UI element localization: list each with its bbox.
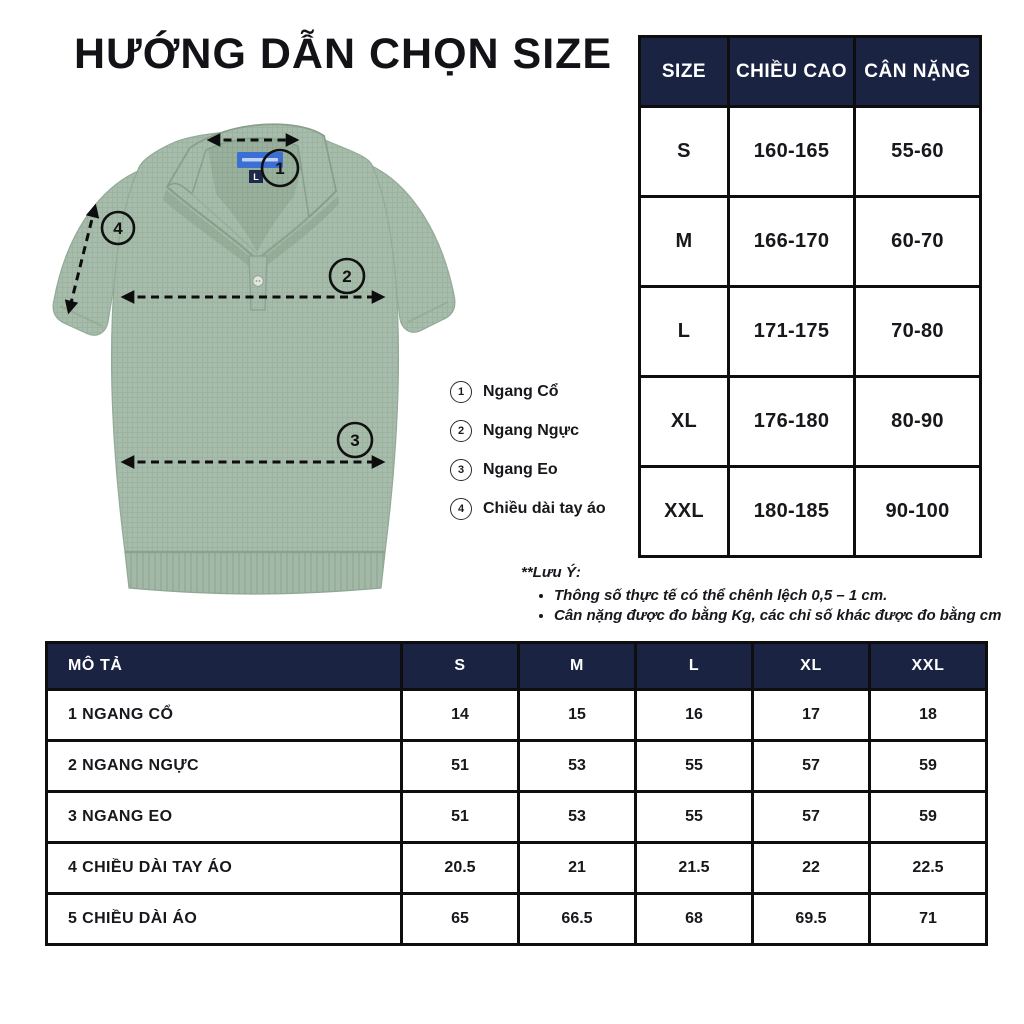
measure-table-cell: 57 xyxy=(753,741,870,792)
size-table xyxy=(638,35,982,558)
measure-table-cell: 55 xyxy=(636,741,753,792)
measure-table-cell: 22 xyxy=(753,843,870,894)
measure-table-cell: 51 xyxy=(402,792,519,843)
size-table-cell: 171-175 xyxy=(729,287,855,377)
page-title: HƯỚNG DẪN CHỌN SIZE xyxy=(74,30,613,78)
measure-table-cell: 59 xyxy=(870,792,987,843)
note-item: • Cân nặng được đo bằng Kg, các chỉ số khác được đo bằng cm xyxy=(554,606,1001,626)
measure-table-header-cell: M xyxy=(519,643,636,690)
measurement-legend xyxy=(450,380,606,520)
measure-table-body xyxy=(47,690,987,945)
measure-row-label: 3 NGANG EO xyxy=(47,792,402,843)
measure-table-cell: 17 xyxy=(753,690,870,741)
size-table-row xyxy=(640,377,981,467)
size-table-cell: 160-165 xyxy=(729,107,855,197)
measure-table-row xyxy=(47,690,987,741)
size-table-cell: 180-185 xyxy=(729,467,855,557)
size-table-header-row xyxy=(640,37,981,107)
size-table-cell: XL xyxy=(640,377,729,467)
measure-table-header-row xyxy=(47,643,987,690)
measure-table-cell: 21.5 xyxy=(636,843,753,894)
measure-table-cell: 51 xyxy=(402,741,519,792)
measure-table-header-cell: XXL xyxy=(870,643,987,690)
legend-item-label: Ngang Ngực xyxy=(483,421,580,439)
legend-item xyxy=(450,380,606,403)
note-item: • Thông số thực tế có thể chênh lệch 0,5 – 1 cm. xyxy=(554,586,1001,606)
size-table-cell: S xyxy=(640,107,729,197)
measure-table-cell: 55 xyxy=(636,792,753,843)
notes-title: **Lưu Ý: xyxy=(521,564,581,581)
size-table-row xyxy=(640,467,981,557)
measure-table-cell: 16 xyxy=(636,690,753,741)
measure-table-cell: 14 xyxy=(402,690,519,741)
size-table-header-cell: CHIỀU CAO xyxy=(729,37,855,107)
size-table-cell: 90-100 xyxy=(855,467,981,557)
measure-table-header-cell: S xyxy=(402,643,519,690)
size-table-header-cell: CÂN NẶNG xyxy=(855,37,981,107)
legend-item xyxy=(450,497,606,520)
size-table-row xyxy=(640,287,981,377)
legend-item-label: Ngang Cổ xyxy=(483,382,559,400)
polo-shirt-diagram xyxy=(40,110,470,600)
svg-text:3: 3 xyxy=(350,431,360,450)
measure-table-cell: 53 xyxy=(519,741,636,792)
size-tag-letter: L xyxy=(253,172,259,182)
measure-table-cell: 57 xyxy=(753,792,870,843)
legend-item-number: 1 xyxy=(450,381,472,403)
measure-table-cell: 65 xyxy=(402,894,519,945)
measure-table-row xyxy=(47,894,987,945)
svg-text:1: 1 xyxy=(275,159,285,178)
size-table-cell: 176-180 xyxy=(729,377,855,467)
measure-table-cell: 53 xyxy=(519,792,636,843)
legend-item xyxy=(450,458,606,481)
measure-table-cell: 68 xyxy=(636,894,753,945)
measure-row-label: 5 CHIỀU DÀI ÁO xyxy=(47,894,402,945)
measure-table-cell: 21 xyxy=(519,843,636,894)
measure-table-head xyxy=(47,643,987,690)
measure-table-header-cell: MÔ TẢ xyxy=(47,643,402,690)
svg-text:4: 4 xyxy=(113,219,123,238)
measure-row-label: 1 NGANG CỔ xyxy=(47,690,402,741)
notes xyxy=(521,564,1001,626)
measure-row-label: 4 CHIỀU DÀI TAY ÁO xyxy=(47,843,402,894)
legend-item-label: Ngang Eo xyxy=(483,460,558,478)
measure-table xyxy=(45,641,988,946)
size-table-cell: M xyxy=(640,197,729,287)
measure-table-header-cell: XL xyxy=(753,643,870,690)
measure-table-cell: 71 xyxy=(870,894,987,945)
measure-table-row xyxy=(47,843,987,894)
measure-table-cell: 20.5 xyxy=(402,843,519,894)
legend-item xyxy=(450,419,606,442)
measure-table-cell: 66.5 xyxy=(519,894,636,945)
shirt-illustration xyxy=(40,110,470,600)
measure-table-cell: 59 xyxy=(870,741,987,792)
legend-item-label: Chiều dài tay áo xyxy=(483,499,606,517)
size-table-head xyxy=(640,37,981,107)
size-table-row xyxy=(640,107,981,197)
measure-table-row xyxy=(47,792,987,843)
measure-table-cell: 15 xyxy=(519,690,636,741)
size-table-cell: 60-70 xyxy=(855,197,981,287)
size-table-cell: 166-170 xyxy=(729,197,855,287)
size-table-header-cell: SIZE xyxy=(640,37,729,107)
measure-table-header-cell: L xyxy=(636,643,753,690)
measure-row-label: 2 NGANG NGỰC xyxy=(47,741,402,792)
size-table-body xyxy=(640,107,981,557)
legend-item-number: 3 xyxy=(450,459,472,481)
size-table-cell: 80-90 xyxy=(855,377,981,467)
legend-item-number: 2 xyxy=(450,420,472,442)
svg-text:2: 2 xyxy=(342,267,352,286)
size-table-cell: XXL xyxy=(640,467,729,557)
size-table-cell: 55-60 xyxy=(855,107,981,197)
shirt-placket xyxy=(249,256,267,310)
legend-item-number: 4 xyxy=(450,498,472,520)
notes-list xyxy=(554,586,1001,626)
measure-table-cell: 22.5 xyxy=(870,843,987,894)
size-table-row xyxy=(640,197,981,287)
measure-table-cell: 69.5 xyxy=(753,894,870,945)
measure-table-cell: 18 xyxy=(870,690,987,741)
size-table-cell: L xyxy=(640,287,729,377)
measure-table-row xyxy=(47,741,987,792)
size-table-cell: 70-80 xyxy=(855,287,981,377)
